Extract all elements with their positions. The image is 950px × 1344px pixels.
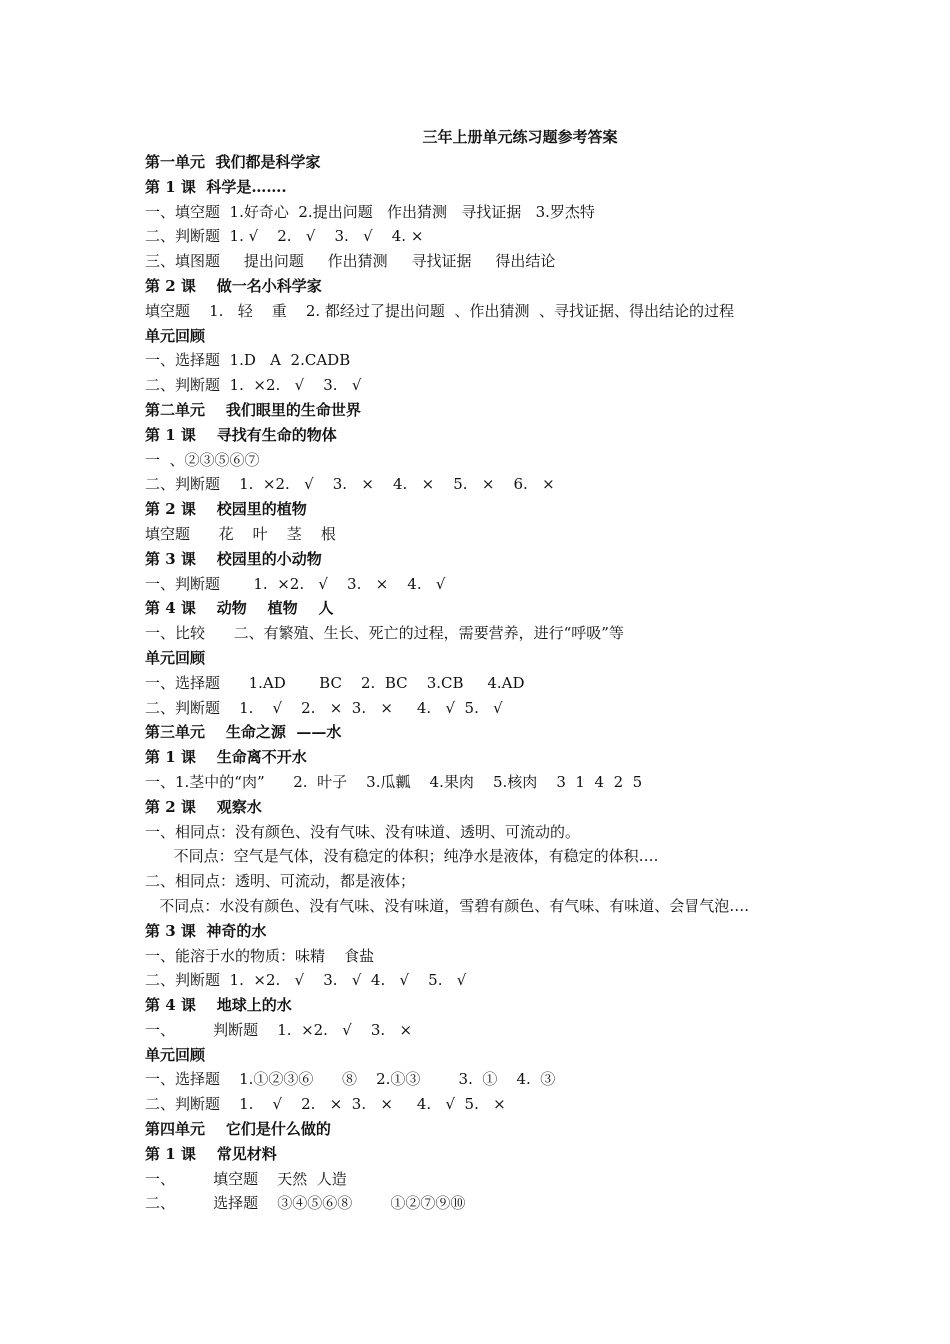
document-title: 三年上册单元练习题参考答案	[422, 128, 618, 146]
answer-line: 一、相同点：没有颜色、没有气味、没有味道、透明、可流动的。	[145, 822, 581, 841]
answer-line: 一、比较 二、有繁殖、生长、死亡的过程，需要营养，进行“呼吸”等	[145, 624, 624, 643]
answer-line: 一、选择题 1.①②③⑥ ⑧ 2.①③ 3. ① 4. ③	[145, 1070, 556, 1089]
answer-line: 二、 选择题 ③④⑤⑥⑧ ①②⑦⑨⑩	[145, 1194, 466, 1213]
answer-line: 一、填空题 1.好奇心 2.提出问题 作出猜测 寻找证据 3.罗杰特	[145, 202, 595, 221]
section-heading: 第 1 课 寻找有生命的物体	[145, 425, 337, 444]
section-heading: 第二单元 我们眼里的生命世界	[145, 400, 361, 419]
answer-line: 一、选择题 1.D A 2.CADB	[145, 351, 351, 370]
section-heading: 第 3 课 校园里的小动物	[145, 549, 322, 568]
answer-line: 二、判断题 1. √ 2. √ 3. √ 4. ×	[145, 227, 424, 246]
section-heading: 第 2 课 校园里的植物	[145, 500, 307, 519]
answer-line: 一、 填空题 天然 人造	[145, 1169, 347, 1188]
document-page	[145, 124, 845, 1216]
section-heading: 第三单元 生命之源 ——水	[145, 723, 342, 742]
answer-line: 二、判断题 1. ×2. √ 3. √	[145, 376, 362, 395]
answer-line: 一 、②③⑤⑥⑦	[145, 450, 260, 469]
section-heading: 单元回顾	[145, 326, 206, 345]
section-heading: 第 1 课 常见材料	[145, 1144, 277, 1163]
section-heading: 第 2 课 观察水	[145, 797, 262, 816]
section-heading: 第 1 课 生命离不开水	[145, 748, 307, 767]
section-heading: 第 4 课 地球上的水	[145, 996, 292, 1015]
answer-line: 填空题 1. 轻 重 2. 都经过了提出问题 、作出猜测 、寻找证据、得出结论的过程	[145, 301, 734, 320]
answer-line: 三、填图题 提出问题 作出猜测 寻找证据 得出结论	[145, 252, 556, 271]
section-heading: 第四单元 它们是什么做的	[145, 1120, 331, 1139]
answer-line: 二、判断题 1. √ 2. × 3. × 4. √ 5. √	[145, 698, 503, 717]
answer-line: 二、判断题 1. √ 2. × 3. × 4. √ 5. ×	[145, 1095, 506, 1114]
section-heading: 第 4 课 动物 植物 人	[145, 599, 334, 618]
answer-line: 一、 判断题 1. ×2. √ 3. ×	[145, 1020, 413, 1039]
document-body	[145, 150, 845, 1216]
section-heading: 第 2 课 做一名小科学家	[145, 276, 322, 295]
section-heading: 单元回顾	[145, 1045, 206, 1064]
section-heading: 第 3 课 神奇的水	[145, 921, 267, 940]
answer-line: 填空题 花 叶 茎 根	[145, 524, 336, 543]
answer-line: 不同点：水没有颜色、没有气味、没有味道，雪碧有颜色、有气味、有味道、会冒气泡….	[145, 896, 750, 915]
answer-line: 不同点：空气是气体，没有稳定的体积；纯净水是液体，有稳定的体积….	[145, 847, 659, 866]
answer-line: 二、相同点：透明、可流动，都是液体；	[145, 872, 416, 891]
answer-line: 二、判断题 1. ×2. √ 3. √ 4. √ 5. √	[145, 971, 467, 990]
section-heading: 第一单元 我们都是科学家	[145, 153, 321, 171]
section-heading: 第 1 课 科学是…….	[145, 177, 287, 196]
section-heading: 单元回顾	[145, 648, 206, 667]
answer-line: 一、1.茎中的“肉” 2. 叶子 3.瓜瓤 4.果肉 5.核肉 3 1 4 2 5	[145, 772, 643, 791]
answer-line: 一、能溶于水的物质：味精 食盐	[145, 946, 375, 965]
answer-line: 二、判断题 1. ×2. √ 3. × 4. × 5. × 6. ×	[145, 475, 555, 494]
answer-line: 一、选择题 1.AD BC 2. BC 3.CB 4.AD	[145, 673, 525, 692]
answer-line: 一、判断题 1. ×2. √ 3. × 4. √	[145, 574, 446, 593]
